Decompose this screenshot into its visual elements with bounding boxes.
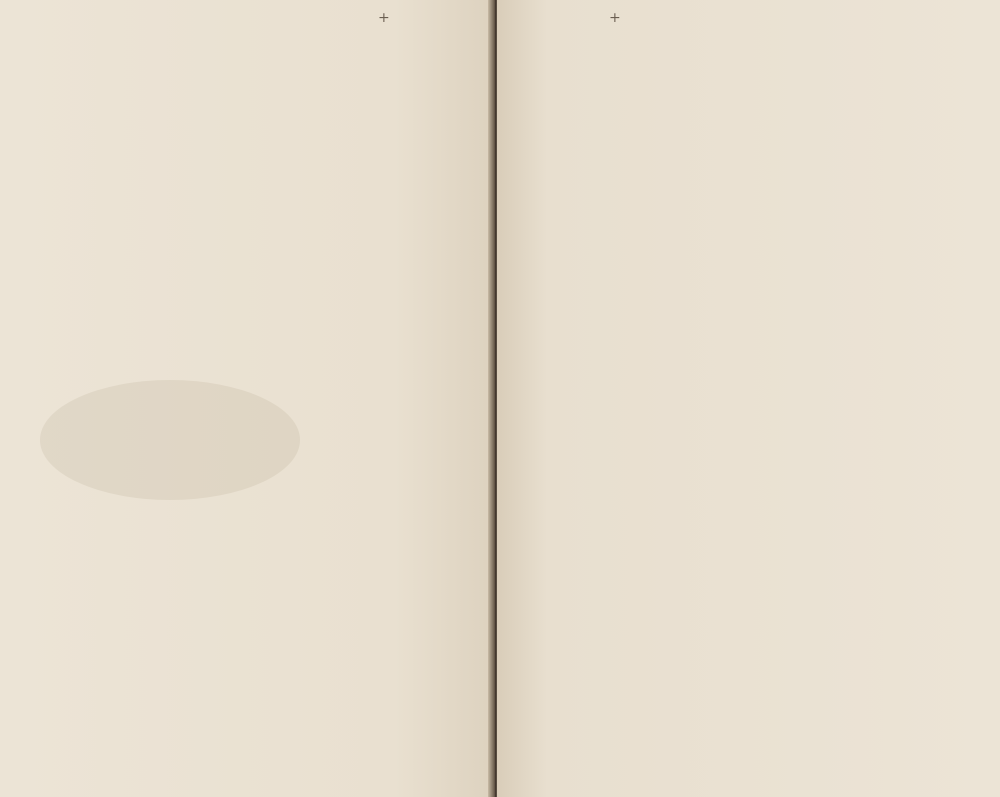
corner-mark: + [378, 10, 390, 26]
text-column [797, 72, 839, 772]
text-column [246, 72, 288, 772]
text-column [935, 72, 977, 772]
text-column [62, 72, 104, 772]
text-column [659, 72, 701, 772]
text-column [154, 72, 196, 772]
text-column [705, 72, 747, 772]
text-column [889, 72, 931, 772]
right-page [497, 0, 1000, 797]
text-column [384, 72, 426, 772]
left-page [0, 0, 493, 797]
text-column [338, 72, 380, 772]
text-column [843, 72, 885, 772]
text-column [200, 72, 242, 772]
text-column [751, 72, 793, 772]
text-column [430, 72, 472, 772]
text-column [292, 72, 334, 772]
text-column [108, 72, 150, 772]
corner-mark: + [609, 10, 621, 26]
